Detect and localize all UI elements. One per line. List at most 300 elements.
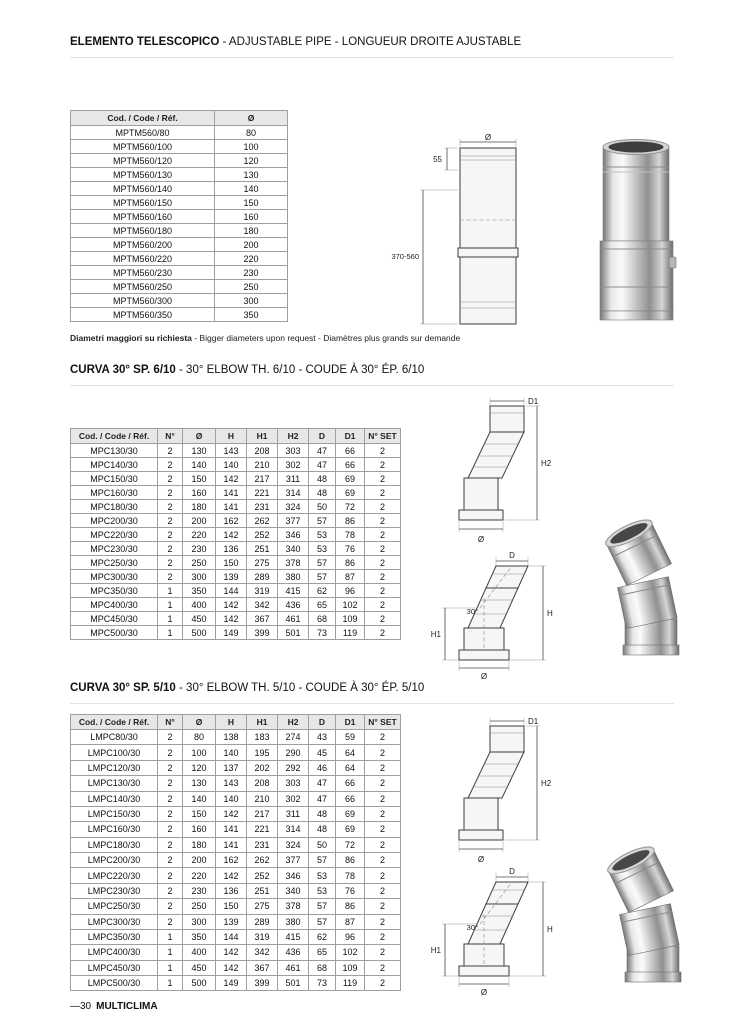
table-cell: 142	[216, 528, 247, 542]
table-cell: MPC500/30	[71, 626, 158, 640]
table-cell: 69	[336, 806, 365, 821]
table-cell: MPC400/30	[71, 598, 158, 612]
dim-label-diameter: Ø	[477, 855, 485, 864]
table-cell: 231	[247, 837, 278, 852]
table-row	[71, 745, 401, 760]
table-cell: 210	[247, 458, 278, 472]
table-cell: 2	[158, 730, 183, 745]
dim-label-d: D	[509, 867, 515, 876]
table-cell: 2	[365, 776, 401, 791]
table-cell: LMPC300/30	[71, 914, 158, 929]
table-cell: 2	[158, 914, 183, 929]
dim-label-h2: H2	[541, 459, 552, 468]
table-cell: 100	[215, 140, 288, 154]
dim-label-d1: D1	[528, 717, 539, 726]
divider	[70, 385, 674, 386]
table-cell: 130	[183, 444, 216, 458]
column-header: H1	[247, 429, 278, 444]
column-header: Cod. / Code / Réf.	[71, 111, 215, 126]
dim-label-h: H	[547, 925, 553, 934]
diameters-note-bold: Diametri maggiori su richiesta	[70, 333, 192, 343]
table-cell: MPTM560/230	[71, 266, 215, 280]
table-cell: 69	[336, 486, 365, 500]
table-row	[71, 914, 401, 929]
table-cell: 66	[336, 458, 365, 472]
table-header-row	[71, 111, 288, 126]
table-cell: 48	[309, 486, 336, 500]
table-cell: 2	[365, 914, 401, 929]
table-cell: 57	[309, 556, 336, 570]
table-cell: 450	[183, 612, 216, 626]
table-row	[71, 899, 401, 914]
table-row	[71, 945, 401, 960]
table-cell: 78	[336, 528, 365, 542]
elbow-510-elbow-drawing	[428, 866, 558, 996]
table-cell: 2	[158, 528, 183, 542]
table-cell: 140	[216, 458, 247, 472]
table-cell: 57	[309, 899, 336, 914]
table-row	[71, 472, 401, 486]
section-title-elbow-510	[70, 682, 424, 694]
table-cell: LMPC220/30	[71, 868, 158, 883]
table-cell: 142	[216, 472, 247, 486]
table-row	[71, 853, 401, 868]
table-cell: LMPC150/30	[71, 806, 158, 821]
table-cell: MPTM560/120	[71, 154, 215, 168]
table-cell: 377	[278, 853, 309, 868]
table-cell: 340	[278, 542, 309, 556]
table-row	[71, 126, 288, 140]
table-cell: MPTM560/250	[71, 280, 215, 294]
table-cell: 140	[216, 791, 247, 806]
table-row	[71, 458, 401, 472]
table-cell: 2	[158, 837, 183, 852]
table-row	[71, 570, 401, 584]
table-row	[71, 182, 288, 196]
table-cell: 48	[309, 806, 336, 821]
table-cell: 2	[158, 458, 183, 472]
table-cell: 1	[158, 584, 183, 598]
table-cell: 346	[278, 868, 309, 883]
elbow-610-photo	[594, 515, 706, 665]
column-header: H2	[278, 429, 309, 444]
table-row	[71, 210, 288, 224]
table-cell: 76	[336, 883, 365, 898]
table-cell: 2	[158, 472, 183, 486]
table-cell: 290	[278, 745, 309, 760]
table-cell: 2	[158, 542, 183, 556]
table-cell: 62	[309, 929, 336, 944]
table-cell: 139	[216, 914, 247, 929]
diameters-note-rest: - Bigger diameters upon request - Diamètres plus grands sur demande	[191, 333, 461, 343]
table-cell: 68	[309, 612, 336, 626]
table-cell: 221	[247, 486, 278, 500]
dim-label-length: 370-560	[391, 252, 419, 261]
table-cell: LMPC450/30	[71, 960, 158, 975]
table-cell: 415	[278, 929, 309, 944]
table-row	[71, 883, 401, 898]
table-cell: 500	[183, 626, 216, 640]
table-row	[71, 730, 401, 745]
section-title-elbow-610-rest: - 30° ELBOW TH. 6/10 - COUDE À 30° ÉP. 6/10	[175, 364, 425, 376]
table-cell: 300	[215, 294, 288, 308]
table-cell: 150	[183, 806, 216, 821]
table-row	[71, 542, 401, 556]
table-cell: LMPC350/30	[71, 929, 158, 944]
table-row	[71, 626, 401, 640]
table-cell: 202	[247, 760, 278, 775]
table-cell: 350	[215, 308, 288, 322]
table-cell: 57	[309, 570, 336, 584]
table-cell: 50	[309, 837, 336, 852]
table-cell: 138	[216, 730, 247, 745]
table-cell: 2	[158, 853, 183, 868]
table-cell: 302	[278, 458, 309, 472]
table-cell: 2	[365, 945, 401, 960]
table-cell: MPTM560/100	[71, 140, 215, 154]
table-cell: 86	[336, 514, 365, 528]
table-cell: LMPC180/30	[71, 837, 158, 852]
table-cell: 47	[309, 791, 336, 806]
table-cell: 2	[158, 444, 183, 458]
column-header: Ø	[183, 429, 216, 444]
table-cell: 436	[278, 598, 309, 612]
divider	[70, 703, 674, 704]
table-cell: 251	[247, 883, 278, 898]
table-cell: 340	[278, 883, 309, 898]
table-cell: 65	[309, 945, 336, 960]
table-cell: 302	[278, 791, 309, 806]
table-cell: 80	[183, 730, 216, 745]
table-row	[71, 556, 401, 570]
table-cell: 350	[183, 929, 216, 944]
table-header-row	[71, 715, 401, 730]
table-cell: 136	[216, 883, 247, 898]
table-cell: 2	[365, 929, 401, 944]
table-cell: 137	[216, 760, 247, 775]
table-cell: 303	[278, 776, 309, 791]
table-cell: 53	[309, 868, 336, 883]
column-header: H1	[247, 715, 278, 730]
table-cell: 300	[183, 914, 216, 929]
table-cell: 2	[365, 822, 401, 837]
table-cell: MPTM560/220	[71, 252, 215, 266]
table-cell: 2	[158, 486, 183, 500]
table-cell: 142	[216, 598, 247, 612]
table-cell: 136	[216, 542, 247, 556]
table-cell: MPTM560/350	[71, 308, 215, 322]
table-cell: MPC160/30	[71, 486, 158, 500]
table-cell: 2	[365, 626, 401, 640]
table-cell: 142	[216, 945, 247, 960]
table-cell: MPTM560/160	[71, 210, 215, 224]
table-row	[71, 444, 401, 458]
table-cell: 415	[278, 584, 309, 598]
table-cell: 324	[278, 837, 309, 852]
table-cell: LMPC140/30	[71, 791, 158, 806]
table-cell: 150	[216, 899, 247, 914]
dim-label-h1: H1	[430, 630, 441, 639]
table-cell: 140	[215, 182, 288, 196]
table-cell: 501	[278, 976, 309, 991]
dim-label-d1: D1	[528, 397, 539, 406]
table-cell: 346	[278, 528, 309, 542]
table-row	[71, 308, 288, 322]
table-cell: 1	[158, 976, 183, 991]
table-cell: 342	[247, 945, 278, 960]
table-cell: 130	[183, 776, 216, 791]
table-cell: MPC200/30	[71, 514, 158, 528]
section-title-telescopic-rest: - ADJUSTABLE PIPE - LONGUEUR DROITE AJUSTABLE	[219, 36, 522, 48]
table-cell: 210	[247, 791, 278, 806]
table-cell: 140	[183, 458, 216, 472]
table-cell: 144	[216, 929, 247, 944]
table-cell: 86	[336, 853, 365, 868]
column-header: H	[216, 715, 247, 730]
table-cell: 64	[336, 760, 365, 775]
table-cell: 2	[365, 500, 401, 514]
table-cell: 141	[216, 837, 247, 852]
table-cell: 274	[278, 730, 309, 745]
table-cell: 2	[365, 883, 401, 898]
table-row	[71, 252, 288, 266]
table-row	[71, 791, 401, 806]
table-cell: 2	[365, 806, 401, 821]
table-row	[71, 598, 401, 612]
table-cell: LMPC500/30	[71, 976, 158, 991]
table-cell: 378	[278, 899, 309, 914]
table-cell: 380	[278, 914, 309, 929]
table-cell: 78	[336, 868, 365, 883]
table-cell: 461	[278, 960, 309, 975]
table-cell: 2	[365, 612, 401, 626]
table-cell: 80	[215, 126, 288, 140]
brand-name: MULTICLIMA	[96, 1001, 158, 1012]
table-cell: 160	[183, 822, 216, 837]
table-row	[71, 776, 401, 791]
table-cell: 367	[247, 612, 278, 626]
table-cell: LMPC200/30	[71, 853, 158, 868]
table-cell: 500	[183, 976, 216, 991]
table-cell: MPTM560/140	[71, 182, 215, 196]
table-cell: 150	[216, 556, 247, 570]
elbow-610-elbow-drawing	[428, 550, 558, 680]
table-cell: 143	[216, 444, 247, 458]
table-cell: 53	[309, 883, 336, 898]
table-row	[71, 837, 401, 852]
table-cell: 53	[309, 528, 336, 542]
table-row	[71, 584, 401, 598]
dim-label-diameter: Ø	[484, 133, 492, 142]
table-cell: MPTM560/150	[71, 196, 215, 210]
table-cell: 162	[216, 853, 247, 868]
telescopic-technical-drawing	[380, 132, 550, 332]
table-cell: 144	[216, 584, 247, 598]
table-cell: 324	[278, 500, 309, 514]
table-cell: MPC140/30	[71, 458, 158, 472]
table-cell: 150	[215, 196, 288, 210]
table-cell: 141	[216, 822, 247, 837]
table-cell: 180	[183, 837, 216, 852]
table-cell: 160	[215, 210, 288, 224]
table-cell: LMPC400/30	[71, 945, 158, 960]
table-cell: 72	[336, 500, 365, 514]
column-header: N° SET	[365, 715, 401, 730]
table-cell: MPC130/30	[71, 444, 158, 458]
table-row	[71, 500, 401, 514]
table-row	[71, 929, 401, 944]
table-cell: 2	[365, 853, 401, 868]
table-cell: 250	[183, 556, 216, 570]
table-cell: 292	[278, 760, 309, 775]
telescopic-pipe-photo	[597, 137, 679, 323]
column-header: D1	[336, 715, 365, 730]
table-cell: 180	[183, 500, 216, 514]
table-row	[71, 976, 401, 991]
table-cell: 1	[158, 929, 183, 944]
table-cell: 72	[336, 837, 365, 852]
table-cell: 300	[183, 570, 216, 584]
table-cell: 119	[336, 626, 365, 640]
table-cell: LMPC130/30	[71, 776, 158, 791]
table-cell: 208	[247, 776, 278, 791]
table-cell: 2	[365, 444, 401, 458]
table-cell: 250	[215, 280, 288, 294]
table-cell: 2	[158, 500, 183, 514]
table-cell: 2	[365, 899, 401, 914]
table-cell: 289	[247, 914, 278, 929]
table-cell: 47	[309, 444, 336, 458]
table-cell: MPC300/30	[71, 570, 158, 584]
table-cell: 62	[309, 584, 336, 598]
table-cell: 314	[278, 822, 309, 837]
table-cell: MPC250/30	[71, 556, 158, 570]
table-cell: 2	[365, 458, 401, 472]
table-cell: 68	[309, 960, 336, 975]
table-cell: 2	[365, 556, 401, 570]
table-cell: 2	[158, 806, 183, 821]
table-cell: LMPC80/30	[71, 730, 158, 745]
table-row	[71, 294, 288, 308]
column-header: Ø	[215, 111, 288, 126]
table-cell: 2	[365, 730, 401, 745]
table-cell: 1	[158, 945, 183, 960]
table-cell: 2	[365, 542, 401, 556]
table-cell: 130	[215, 168, 288, 182]
table-cell: 65	[309, 598, 336, 612]
table-cell: 2	[365, 791, 401, 806]
table-cell: MPTM560/130	[71, 168, 215, 182]
table-cell: 140	[183, 791, 216, 806]
table-cell: 400	[183, 945, 216, 960]
column-header: H2	[278, 715, 309, 730]
table-cell: 142	[216, 960, 247, 975]
table-cell: LMPC250/30	[71, 899, 158, 914]
table-cell: 2	[158, 776, 183, 791]
table-cell: 230	[183, 883, 216, 898]
table-cell: 2	[158, 822, 183, 837]
table-cell: 139	[216, 570, 247, 584]
section-title-elbow-510-rest: - 30° ELBOW TH. 5/10 - COUDE À 30° ÉP. 5/10	[175, 682, 425, 694]
table-cell: 2	[158, 760, 183, 775]
elbow-610-offset-drawing	[428, 392, 558, 547]
table-cell: 47	[309, 458, 336, 472]
table-cell: 66	[336, 791, 365, 806]
table-cell: 399	[247, 976, 278, 991]
table-cell: 87	[336, 570, 365, 584]
table-cell: 501	[278, 626, 309, 640]
table-cell: 66	[336, 444, 365, 458]
table-cell: 180	[215, 224, 288, 238]
table-cell: 230	[183, 542, 216, 556]
column-header: D1	[336, 429, 365, 444]
table-cell: 195	[247, 745, 278, 760]
elbow-510-table	[70, 714, 401, 991]
table-cell: 183	[247, 730, 278, 745]
table-cell: 109	[336, 960, 365, 975]
table-cell: 64	[336, 745, 365, 760]
table-cell: 86	[336, 556, 365, 570]
column-header: Ø	[183, 715, 216, 730]
table-cell: 96	[336, 584, 365, 598]
table-cell: 73	[309, 976, 336, 991]
table-cell: 100	[183, 745, 216, 760]
table-cell: 2	[158, 745, 183, 760]
elbow-510-offset-drawing	[428, 712, 558, 867]
column-header: Cod. / Code / Réf.	[71, 429, 158, 444]
table-cell: 2	[365, 868, 401, 883]
table-cell: 2	[365, 472, 401, 486]
column-header: N°	[158, 715, 183, 730]
table-cell: 96	[336, 929, 365, 944]
table-cell: 142	[216, 868, 247, 883]
table-cell: 120	[183, 760, 216, 775]
table-cell: 87	[336, 914, 365, 929]
table-cell: MPC230/30	[71, 542, 158, 556]
table-cell: 48	[309, 822, 336, 837]
table-cell: 140	[216, 745, 247, 760]
table-cell: 160	[183, 486, 216, 500]
table-cell: 102	[336, 598, 365, 612]
table-cell: 86	[336, 899, 365, 914]
table-cell: 150	[183, 472, 216, 486]
table-cell: 380	[278, 570, 309, 584]
table-cell: 436	[278, 945, 309, 960]
dim-label-diameter: Ø	[477, 535, 485, 544]
table-cell: 289	[247, 570, 278, 584]
table-row	[71, 760, 401, 775]
table-cell: 303	[278, 444, 309, 458]
table-row	[71, 196, 288, 210]
table-cell: 319	[247, 584, 278, 598]
table-cell: 252	[247, 868, 278, 883]
table-cell: 2	[158, 556, 183, 570]
table-row	[71, 224, 288, 238]
elbow-610-table	[70, 428, 401, 640]
table-cell: 2	[365, 760, 401, 775]
table-cell: 311	[278, 472, 309, 486]
table-cell: 220	[215, 252, 288, 266]
table-row	[71, 280, 288, 294]
dim-label-diameter: Ø	[480, 672, 488, 680]
table-cell: 2	[365, 598, 401, 612]
dim-label-angle: 30°	[466, 923, 478, 932]
table-cell: 66	[336, 776, 365, 791]
table-cell: 141	[216, 486, 247, 500]
table-cell: 1	[158, 626, 183, 640]
table-cell: 57	[309, 914, 336, 929]
column-header: D	[309, 429, 336, 444]
